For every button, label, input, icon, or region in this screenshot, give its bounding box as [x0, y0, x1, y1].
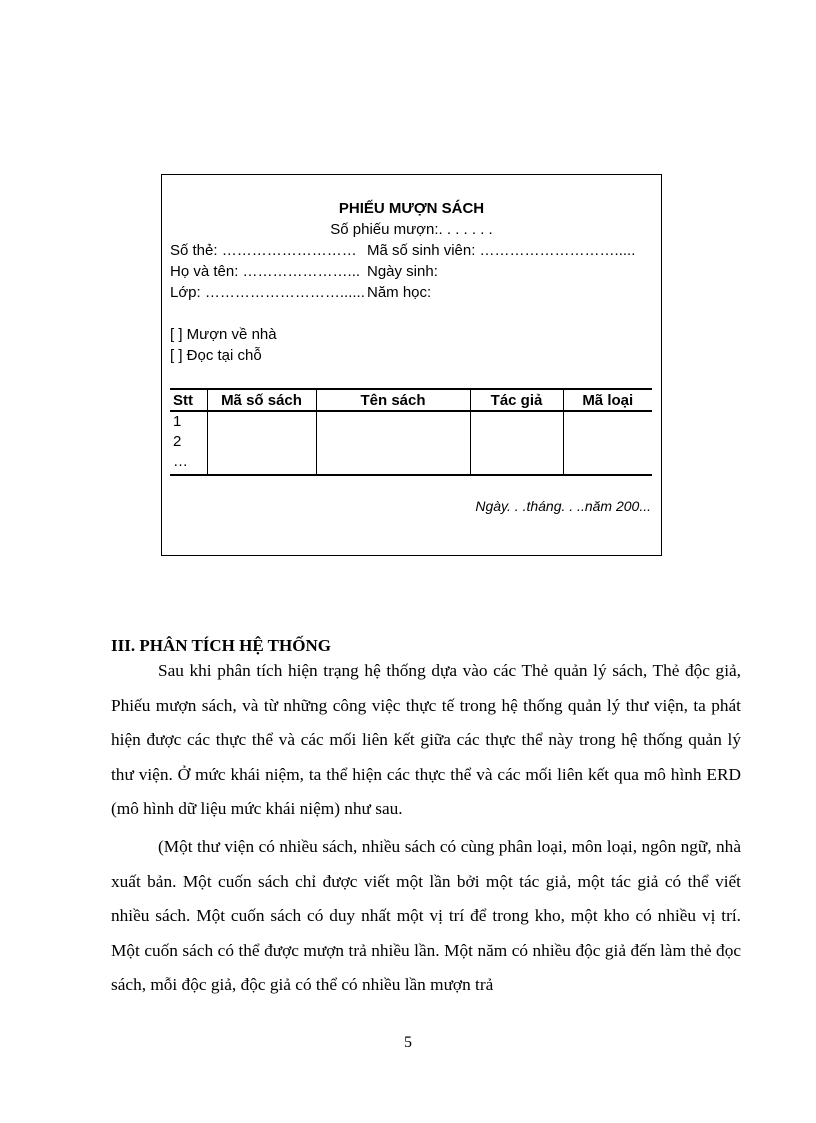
full-name-field: Họ và tên: …………………...	[170, 263, 361, 280]
form-title: PHIẾU MƯỢN SÁCH	[338, 200, 485, 217]
option-borrow-home: [ ] Mượn về nhà	[170, 326, 277, 343]
row-number: 2	[173, 433, 182, 450]
col-header-book-title: Tên sách	[316, 389, 470, 411]
birth-date-field: Ngày sinh:	[367, 263, 438, 280]
form-date-line: Ngày. . .tháng. . ..năm 200...	[475, 498, 651, 514]
section-heading: III. PHÂN TÍCH HỆ THỐNG	[111, 636, 331, 655]
category-cell	[563, 411, 652, 475]
col-header-stt: Stt	[170, 389, 207, 411]
row-number: …	[173, 453, 188, 470]
book-id-cell	[207, 411, 316, 475]
form-line-class	[170, 284, 432, 301]
col-header-author: Tác giả	[470, 389, 563, 411]
paragraph-1: Sau khi phân tích hiện trạng hệ thống dựa vào các Thẻ quản lý sách, Thẻ độc giả, Phiếu mượn sách, và từ những công việc thực tế trong hệ thống quản lý thư viện, ta phát hiện được các thực thể và các mối liên kết giữa các thực thể này trong hệ thống quản lý thư viện. Ở mức khái niệm, ta thể hiện các thực thể và các mối liên kết qua mô hình ERD (mô hình dữ liệu mức khái niệm) như sau.	[111, 661, 741, 819]
class-field: Lớp: ………………………......	[170, 284, 365, 301]
loan-table	[170, 388, 652, 476]
stt-cell	[170, 411, 207, 475]
book-title-cell	[316, 411, 470, 475]
form-line-name	[170, 263, 438, 280]
author-cell	[470, 411, 563, 475]
row-number: 1	[173, 413, 182, 430]
option-read-onsite: [ ] Đọc tại chỗ	[170, 347, 262, 364]
loan-number-field: Số phiếu mượn:. . . . . . .	[330, 221, 493, 238]
loan-form	[161, 174, 662, 556]
page-number: 5	[404, 1034, 412, 1051]
table-header-row	[170, 389, 652, 411]
card-number-field: Số thẻ: ………………………	[170, 242, 357, 259]
paragraph-2: (Một thư viện có nhiều sách, nhiều sách có cùng phân loại, môn loại, ngôn ngữ, nhà xuất bản. Một cuốn sách chỉ được viết một lần bởi một tác giả, một tác giả có thể viết nhiều sách. Một cuốn sách có duy nhất một vị trí để trong kho, một kho có nhiều vị trí. Một cuốn sách có thể được mượn trả nhiều lần. Một năm có nhiều độc giả đến làm thẻ đọc sách, mỗi độc giả, độc giả có thể có nhiều lần mượn trả	[111, 837, 741, 995]
col-header-book-id: Mã số sách	[207, 389, 316, 411]
col-header-category: Mã loại	[563, 389, 652, 411]
form-line-card	[170, 242, 636, 259]
table-row	[170, 411, 652, 475]
school-year-field: Năm học:	[367, 284, 432, 301]
student-id-field: Mã số sinh viên: ……………………….....	[367, 242, 636, 259]
